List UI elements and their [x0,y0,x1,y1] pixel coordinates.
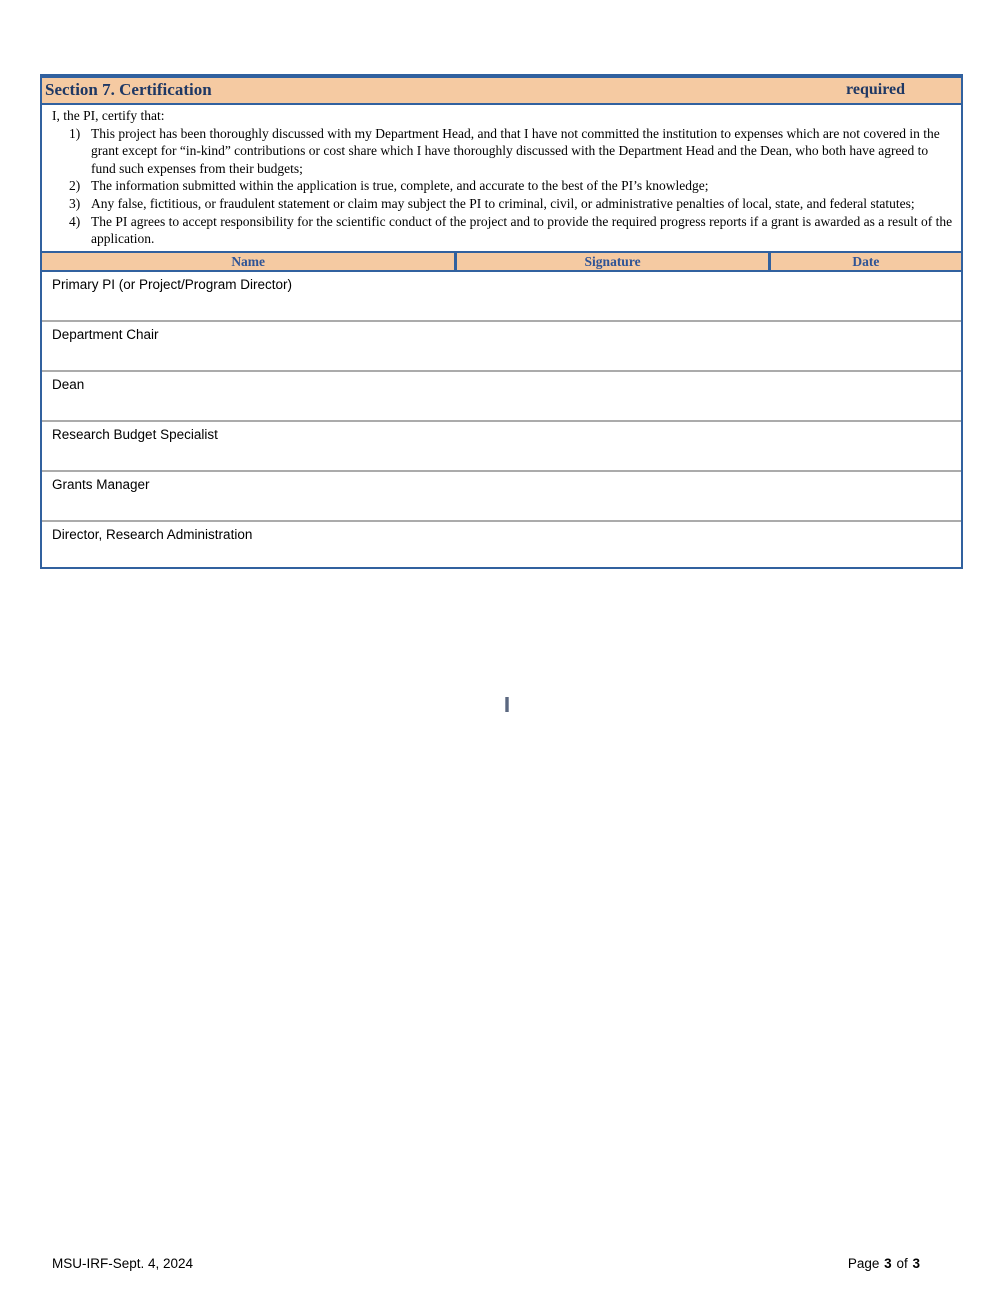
item-text: Any false, fictitious, or fraudulent statement or claim may subject the PI to criminal, civil, or administrative penalties of local, state, and federal statutes; [91,195,915,211]
column-header-signature: Signature [457,253,770,270]
item-text: The information submitted within the application is true, complete, and accurate to the best of the PI’s knowledge; [91,178,709,194]
item-number: 2) [69,178,81,194]
signature-table-header [42,251,961,272]
row-label: Department Chair [52,326,159,342]
section-title: Section 7. Certification [45,80,212,99]
page-word: Page [847,1256,880,1271]
of-word: of [896,1256,908,1271]
row-label: Primary PI (or Project/Program Director) [52,276,293,292]
table-row-research-budget-specialist [42,422,961,472]
table-row-department-chair [42,322,961,372]
table-row-grants-manager [42,472,961,522]
page-current: 3 [884,1256,892,1271]
certification-intro: I, the PI, certify that: [52,108,165,123]
item-number: 4) [69,213,81,229]
required-badge: required [846,81,905,98]
certification-item [52,177,955,195]
row-label: Research Budget Specialist [52,426,218,442]
item-text: This project has been thoroughly discussed with my Department Head, and that I have not committed the institution to expenses which are not covered in the grant except for “in-kind” contributions or cost share which I have thoroughly discussed with the Department Head and the Dean, who both have agreed to fund such expenses from their budgets; [91,125,940,176]
certification-item [52,195,955,213]
certification-item [52,125,955,178]
certification-statement [42,105,961,251]
item-number: 1) [69,125,81,141]
table-row-dean [42,372,961,422]
page-total: 3 [912,1256,920,1271]
item-number: 3) [69,195,81,211]
column-header-name: Name [42,253,457,270]
section-header-bar [42,78,961,105]
column-header-date: Date [852,253,880,269]
document-version-footer: MSU-IRF-Sept. 4, 2024 [52,1256,194,1271]
certification-item [52,213,955,248]
table-row-primary-pi [42,272,961,322]
page-number-footer [847,1256,920,1271]
row-label: Dean [52,376,85,392]
certification-section [40,74,963,569]
text-cursor [505,697,509,712]
table-row-director-research-administration [42,522,961,567]
row-label: Grants Manager [52,476,150,492]
item-text: The PI agrees to accept responsibility for the scientific conduct of the project and to provide the required progress reports if a grant is awarded as a result of the application. [91,213,953,247]
row-label: Director, Research Administration [52,526,253,542]
